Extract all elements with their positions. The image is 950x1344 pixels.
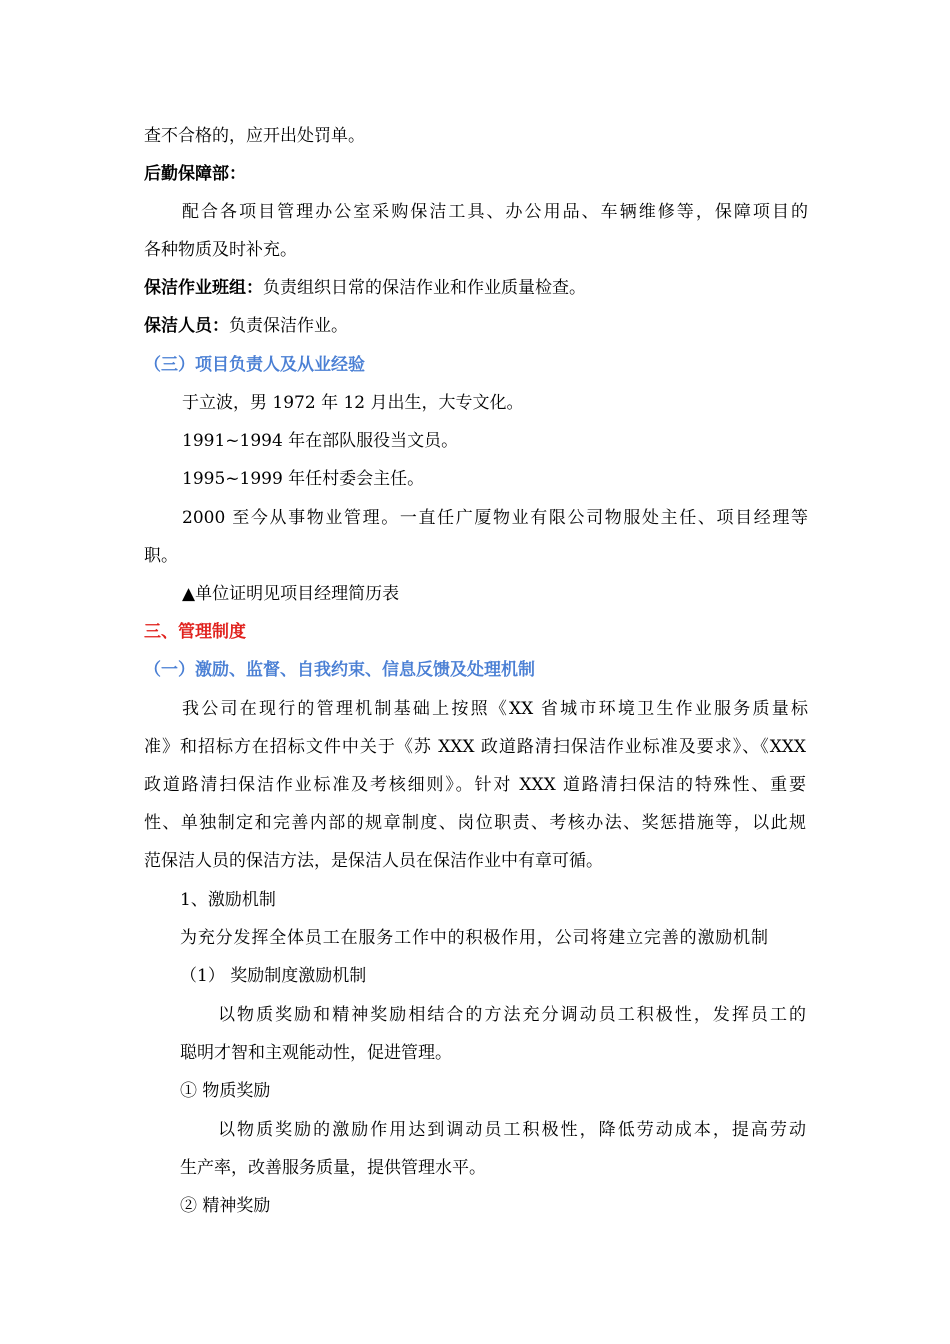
paragraph-line: 于立波，男 1972 年 12 月出生，大专文化。 — [182, 393, 524, 413]
paragraph-line: 1995~1999 年任村委会主任。 — [182, 469, 425, 489]
list-subheading: （1） 奖励制度激励机制 — [180, 966, 367, 986]
paragraph-line: 范保洁人员的保洁方法，是保洁人员在保洁作业中有章可循。 — [144, 851, 603, 871]
paragraph-line: 以物质奖励和精神奖励相结合的方法充分调动员工积极性，发挥员工的 — [218, 1005, 806, 1025]
paragraph-line: 1991~1994 年在部队服役当文员。 — [182, 431, 459, 451]
subsection-heading: （三）项目负责人及从业经验 — [144, 355, 365, 375]
section-heading: 三、管理制度 — [144, 622, 246, 642]
list-heading: 1、激励机制 — [180, 890, 276, 910]
paragraph-line — [144, 277, 586, 299]
role-description: 负责组织日常的保洁作业和作业质量检查。 — [263, 278, 586, 298]
paragraph-line: 查不合格的，应开出处罚单。 — [144, 126, 365, 146]
paragraph-line: 政道路清扫保洁作业标准及考核细则》。针对 XXX 道路清扫保洁的特殊性、重要 — [144, 775, 806, 795]
paragraph-line: 各种物质及时补充。 — [144, 240, 297, 260]
subsection-heading: （一）激励、监督、自我约束、信息反馈及处理机制 — [144, 660, 535, 680]
role-label: 保洁作业班组： — [144, 278, 263, 298]
department-heading: 后勤保障部： — [144, 164, 246, 184]
paragraph-line: 2000 至今从事物业管理。一直任广厦物业有限公司物服处主任、项目经理等 — [182, 508, 808, 528]
paragraph-line — [144, 315, 348, 337]
paragraph-line: 职。 — [144, 546, 178, 566]
paragraph-line: 聪明才智和主观能动性，促进管理。 — [180, 1043, 452, 1063]
list-item-heading: ① 物质奖励 — [180, 1081, 271, 1101]
paragraph-line: 性、单独制定和完善内部的规章制度、岗位职责、考核办法、奖惩措施等，以此规 — [144, 813, 806, 833]
role-description: 负责保洁作业。 — [229, 316, 348, 336]
paragraph-line: 准》和招标方在招标文件中关于《苏 XXX 政道路清扫保洁作业标准及要求》、《XXX — [144, 737, 806, 757]
paragraph-line: 生产率，改善服务质量，提供管理水平。 — [180, 1158, 486, 1178]
paragraph-line: 为充分发挥全体员工在服务工作中的积极作用，公司将建立完善的激励机制 — [180, 928, 768, 948]
role-label: 保洁人员： — [144, 316, 229, 336]
note-line: ▲单位证明见项目经理简历表 — [182, 584, 400, 604]
paragraph-line: 以物质奖励的激励作用达到调动员工积极性，降低劳动成本，提高劳动 — [218, 1120, 806, 1140]
paragraph-line: 我公司在现行的管理机制基础上按照《XX 省城市环境卫生作业服务质量标 — [182, 699, 808, 719]
list-item-heading: ② 精神奖励 — [180, 1196, 271, 1216]
paragraph-line: 配合各项目管理办公室采购保洁工具、办公用品、车辆维修等，保障项目的 — [182, 202, 808, 222]
